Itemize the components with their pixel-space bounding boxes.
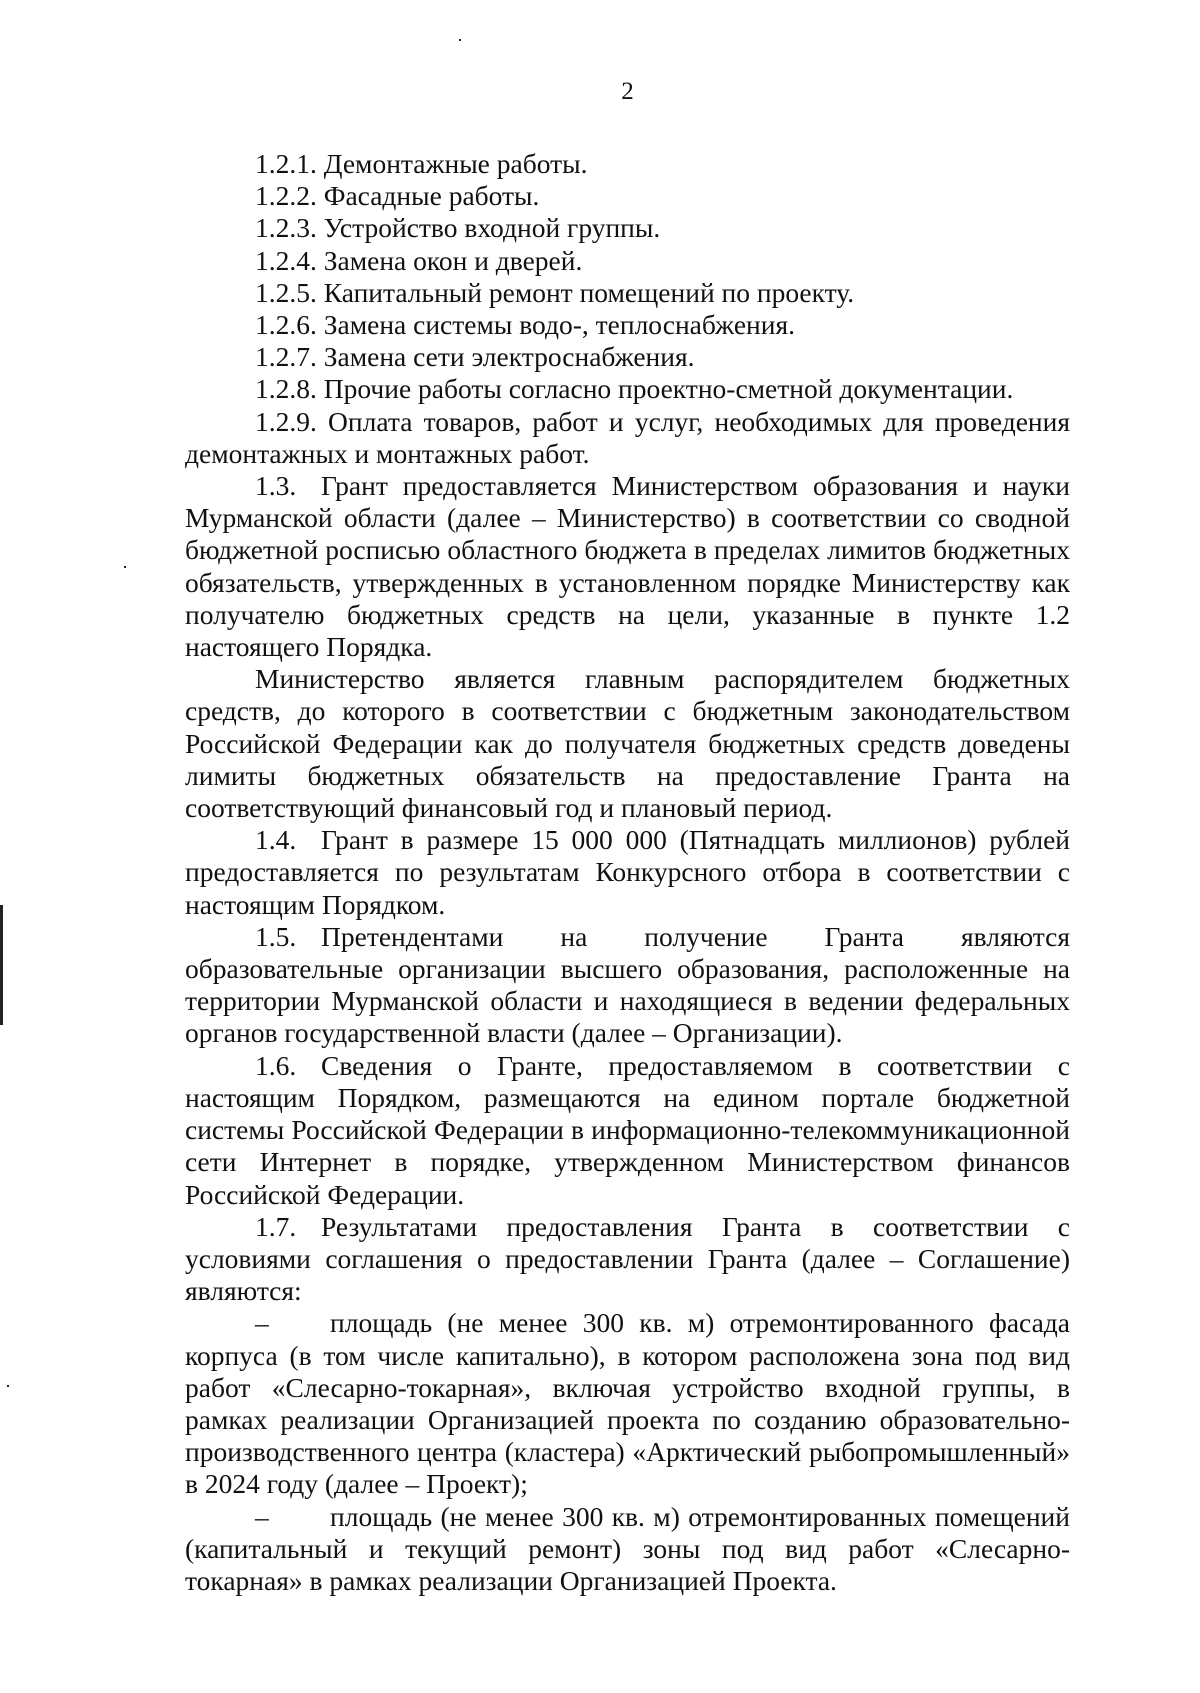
paragraph-text: Грант в размере 15 000 000 (Пятнадцать миллионов) рублей предоставляется по результатам Конкурсного отбора в соответствии с настоящим Порядком. [185, 824, 1070, 920]
paragraph-1-6 [185, 1050, 1070, 1211]
paragraph-number: 1.5. [255, 920, 297, 952]
work-item-1-2-3: 1.2.3. Устройство входной группы. [255, 212, 661, 244]
paragraph-1-7 [185, 1211, 1070, 1308]
paragraph-text: Результатами предоставления Гранта в соответствии с условиями соглашения о предоставлении Гранта (далее – Соглашение) являются: [185, 1210, 1070, 1307]
work-item-1-2-8: 1.2.8. Прочие работы согласно проектно-сметной документации. [255, 373, 1014, 405]
work-item-1-2-5: 1.2.5. Капитальный ремонт помещений по проекту. [255, 276, 855, 308]
work-item-1-2-7: 1.2.7. Замена сети электроснабжения. [255, 341, 695, 373]
paragraph-1-5 [185, 921, 1070, 1050]
paragraph-number: 1.3. [255, 470, 297, 502]
work-item-1-2-9: 1.2.9. Оплата товаров, работ и услуг, необходимых для проведения демонтажных и монтажных работ. [185, 405, 1070, 469]
scan-dot [124, 566, 126, 568]
result-item-rooms [185, 1501, 1070, 1598]
paragraph-text: Грант предоставляется Министерством образования и науки Мурманской области (далее – Министерство) в соответствии со сводной бюджетной росписью областного бюджета в пределах лимитов бюджетных обязательств, утвержденных в установленном порядке Министерству как получателю бюджетных средств на цели, указанные в пункте 1.2 настоящего Порядка. [185, 470, 1070, 663]
work-item-1-2-4: 1.2.4. Замена окон и дверей. [255, 244, 583, 276]
scan-dot [459, 39, 461, 41]
paragraph-text: Сведения о Гранте, предоставляемом в соответствии с настоящим Порядком, размещаются на едином портале бюджетной системы Российской Федерации в информационно-телекоммуникационной сети Интернет в порядке, утвержденном Министерством финансов Российской Федерации. [185, 1049, 1070, 1210]
work-item-1-2-1: 1.2.1. Демонтажные работы. [255, 148, 588, 179]
result-text: площадь (не менее 300 кв. м) отремонтированного фасада корпуса (в том числе капитально), в котором расположена зона под вид работ «Слесарно-токарная», включая устройство входной группы, в рамках реализации Организацией проекта по созданию образовательно-производственного центра (кластера) «Арктический рыбопромышленный» в 2024 году (далее – Проект); [185, 1307, 1070, 1500]
dash-bullet: – [255, 1307, 269, 1339]
work-item-1-2-6: 1.2.6. Замена системы водо-, теплоснабжения. [255, 309, 795, 341]
scan-edge-mark [0, 905, 3, 1025]
dash-bullet: – [255, 1500, 269, 1532]
paragraph-1-3 [185, 470, 1070, 663]
paragraph-number: 1.4. [255, 824, 297, 856]
result-item-facade [185, 1307, 1070, 1500]
page-number: 2 [621, 78, 634, 105]
paragraph-1-4 [185, 824, 1070, 921]
work-item-1-2-2: 1.2.2. Фасадные работы. [255, 180, 540, 212]
paragraph-ministry: Министерство является главным распорядителем бюджетных средств, до которого в соответствии с бюджетным законодательством Российской Федерации как до получателя бюджетных средств доведены лимиты бюджетных обязательств на предоставление Гранта на соответствующий финансовый год и плановый период. [185, 663, 1070, 824]
paragraph-number: 1.7. [255, 1210, 297, 1242]
result-text: площадь (не менее 300 кв. м) отремонтированных помещений (капитальный и текущий ремонт) зоны под вид работ «Слесарно-токарная» в рамках реализации Организацией Проекта. [185, 1500, 1070, 1596]
scan-dot [7, 1385, 9, 1387]
paragraph-number: 1.6. [255, 1049, 297, 1081]
paragraph-text: Претендентами на получение Гранта являются образовательные организации высшего образования, расположенные на территории Мурманской области и находящиеся в ведении федеральных органов государственной власти (далее – Организации). [185, 920, 1070, 1049]
